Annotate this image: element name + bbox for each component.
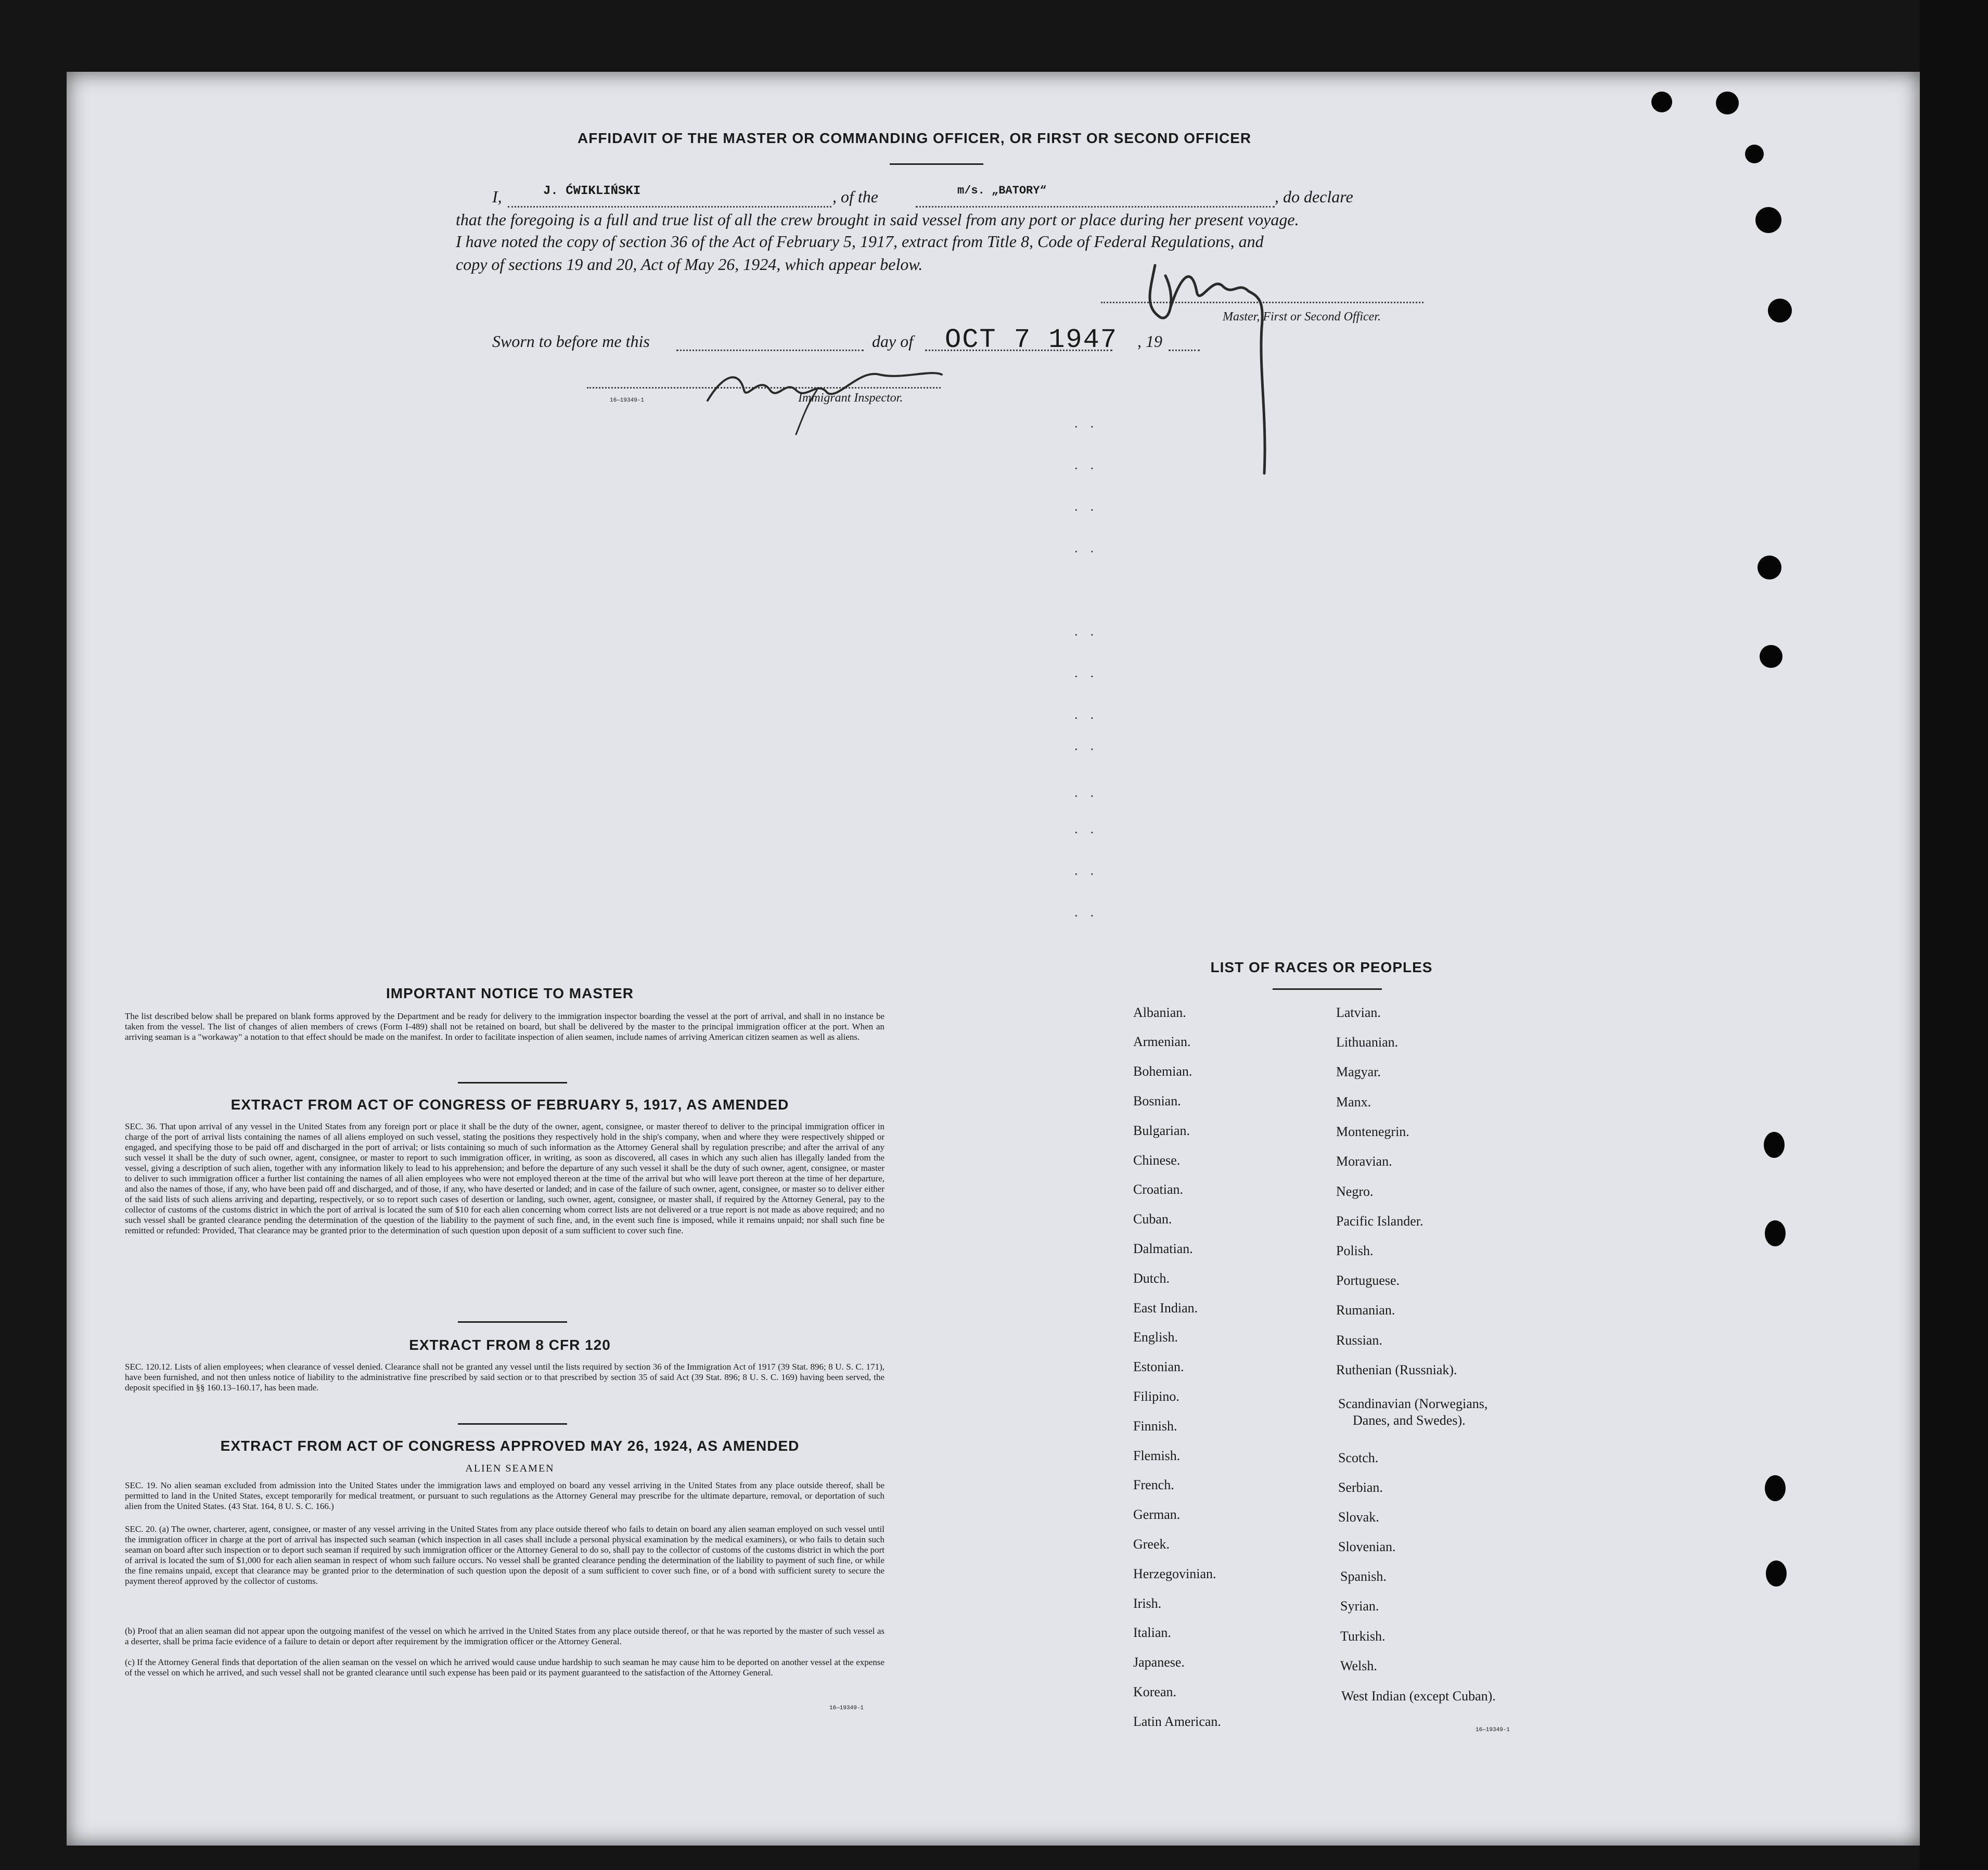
- race-item: Manx.: [1336, 1094, 1371, 1110]
- race-item: Croatian.: [1133, 1182, 1184, 1197]
- extract-1917-title: EXTRACT FROM ACT OF CONGRESS OF FEBRUARY 5, 1917, AS AMENDED: [230, 1097, 789, 1113]
- race-item: English.: [1133, 1330, 1178, 1345]
- race-item: Syrian.: [1340, 1598, 1379, 1614]
- dot-leader: ··: [1074, 789, 1106, 804]
- extract-1924-sec20c: (c) If the Attorney General finds that deportation of the alien seaman on the vessel on which he arrived would cause undue hardship to such seaman he may cause him to be deported on another vessel at the expense of the vessel on which he arrived, and such vessel shall not be granted clearance until such expense has been paid or its payment guaranteed to the satisfaction of the Attorney General.: [125, 1657, 884, 1678]
- race-item: Russian.: [1336, 1333, 1382, 1348]
- race-item: Bosnian.: [1133, 1093, 1181, 1108]
- extract-1917-divider: [458, 1321, 567, 1323]
- race-item: Italian.: [1133, 1625, 1171, 1640]
- day-of-label: day of: [872, 332, 914, 351]
- master-signature: [1134, 244, 1301, 484]
- dot-leader: ··: [1074, 908, 1106, 923]
- punch-hole: [1765, 1475, 1786, 1501]
- punch-hole: [1766, 1561, 1787, 1587]
- race-item: Slovenian.: [1338, 1539, 1396, 1554]
- punch-hole: [1651, 92, 1672, 112]
- dot-leader: ··: [1074, 544, 1106, 559]
- punch-hole: [1764, 1132, 1785, 1158]
- punch-hole: [1745, 145, 1764, 163]
- race-item: Bohemian.: [1133, 1064, 1192, 1079]
- sworn-label: Sworn to before me this: [492, 332, 650, 351]
- affidavit-title: AFFIDAVIT OF THE MASTER OR COMMANDING OFFICER, OR FIRST OR SECOND OFFICER: [578, 130, 1252, 146]
- race-item: Herzegovinian.: [1133, 1566, 1216, 1581]
- race-item: Negro.: [1336, 1184, 1374, 1199]
- vessel-name: m/s. „BATORY“: [957, 184, 1047, 197]
- dot-leader: ··: [1074, 711, 1106, 726]
- race-item: Spanish.: [1340, 1569, 1387, 1584]
- dot-leader: ··: [1074, 627, 1106, 642]
- notice-body: The list described below shall be prepared on blank forms approved by the Department and be ready for delivery to the immigration inspector boarding the vessel at the port of arrival, and shall in no instance be taken from the vessel. The list of changes of alien members of crews (Form I-489) shall not be retained on board, but shall be delivered by the master to the principal immigration officer at the port. When an arriving seaman is a "workaway" a notation to that effect should be made on the manifest. In order to facilitate inspection of alien seamen, include names of arriving American citizen seamen as well as aliens.: [125, 1011, 884, 1042]
- race-item: East Indian.: [1133, 1300, 1198, 1316]
- dot-leader: ··: [1074, 669, 1106, 684]
- race-item: Ruthenian (Russniak).: [1336, 1362, 1457, 1377]
- extract-cfr-divider: [458, 1423, 567, 1425]
- dot-leader: ··: [1074, 502, 1106, 518]
- race-item: Polish.: [1336, 1243, 1374, 1258]
- race-item: Scandinavian (Norwegians,: [1338, 1396, 1488, 1411]
- race-item: French.: [1133, 1477, 1174, 1492]
- race-item: Pacific Islander.: [1336, 1214, 1423, 1229]
- race-item: Korean.: [1133, 1684, 1177, 1699]
- punch-hole: [1758, 556, 1781, 579]
- notice-title: IMPORTANT NOTICE TO MASTER: [386, 985, 634, 1001]
- notice-divider: [458, 1082, 567, 1084]
- dot-leader: ··: [1074, 867, 1106, 882]
- race-item: Magyar.: [1336, 1064, 1381, 1079]
- form-number-right: 16—19349-1: [1476, 1727, 1510, 1733]
- punch-hole: [1716, 92, 1739, 114]
- binding-strip: [1920, 0, 1988, 1870]
- sworn-day-field: [676, 332, 864, 351]
- race-item: Flemish.: [1133, 1448, 1181, 1463]
- race-item: Albanian.: [1133, 1005, 1186, 1020]
- race-item: Filipino.: [1133, 1389, 1179, 1404]
- affidavit-line4: copy of sections 19 and 20, Act of May 26, 1924, which appear below.: [456, 255, 923, 274]
- races-title: LIST OF RACES OR PEOPLES: [1210, 959, 1433, 975]
- race-item: Finnish.: [1133, 1418, 1177, 1434]
- extract-1924-subtitle: ALIEN SEAMEN: [465, 1463, 555, 1474]
- race-item: Rumanian.: [1336, 1302, 1395, 1318]
- affidavit-line1: [458, 184, 1426, 210]
- race-item: Danes, and Swedes).: [1353, 1413, 1466, 1428]
- date-stamp: OCT 7 1947: [945, 325, 1118, 355]
- race-item: Montenegrin.: [1336, 1124, 1409, 1139]
- extract-cfr-title: EXTRACT FROM 8 CFR 120: [409, 1337, 611, 1353]
- year-prefix: , 19: [1137, 332, 1162, 351]
- affidavit-line2: that the foregoing is a full and true list of all the crew brought in said vessel from any port or place during her present voyage.: [456, 210, 1299, 229]
- declare-label: , do declare: [1275, 187, 1353, 206]
- extract-1917-body: SEC. 36. That upon arrival of any vessel in the United States from any foreign port or place it shall be the duty of the owner, agent, consignee, or master thereof to deliver to the principal immigration officer in charge of the port of arrival lists containing the names of all aliens employed on such vessel, stating the positions they respectively hold in the ship's company, when and where they were respectively shipped or engaged, and specifying those to be paid off and discharged in the port of arrival; or lists containing so much of such information as the Attorney General shall by regulation prescribe; and after the arrival of any such vessel it shall be the duty of such owner, agent, consignee, or master to report to such immigration officer, in writing, as soon as discovered, all cases in which any such alien has illegally landed from the vessel, giving a description of such alien, together with any information likely to lead to his apprehension; and before the departure of any such vessel it shall be the duty of such owner, agent, consignee, or master to deliver to such immigration officer a further list containing the names of all alien employees who were not employed thereon at the time of the arrival but who will leave port thereon at the time of her departure, and also the names of those, if any, who have been paid off and discharged, and of those, if any, who have deserted or landed; and in case of the failure of such owner, agent, consignee, or master so to deliver either of the said lists of such aliens arriving and departing, respectively, or so to report such cases of desertion or landing, such owner, agent, consignee, or master shall, if required by the Attorney General, pay to the collector of customs of the customs district in which the port of arrival is located the sum of $10 for each alien concerning whom correct lists are not delivered or a true report is not made as above required; and no such vessel shall be granted clearance pending the determination of the question of the liability to the payment of such fine, and, in the event such fine is imposed, while it remains unpaid; nor shall such fine be remitted or refunded: Provided, That clearance may be granted prior to the determination of such question upon deposit of a sum sufficient to cover such fine.: [125, 1121, 884, 1235]
- race-item: Serbian.: [1338, 1480, 1383, 1495]
- race-item: Scotch.: [1338, 1450, 1379, 1465]
- race-item: Chinese.: [1133, 1153, 1181, 1168]
- punch-hole: [1768, 299, 1792, 323]
- punch-hole: [1765, 1220, 1786, 1246]
- affidavit-line3: I have noted the copy of section 36 of the Act of February 5, 1917, extract from Title 8, Code of Federal Regulations, and: [456, 232, 1264, 251]
- race-item: Bulgarian.: [1133, 1123, 1190, 1138]
- extract-1924-sec20a: SEC. 20. (a) The owner, charterer, agent, consignee, or master of any vessel arriving in the United States from any place outside thereof who fails to detain on board any alien seaman employed on such vessel until the immigration officer in charge at the port of arrival has inspected such seaman (which inspection in all cases shall include a personal physical examination by the medical examiners), or who fails to detain such seaman on board after such inspection or to deport such seaman if required by such immigration officer or the Attorney General to do so, shall pay to the collector of customs of the customs district in which the port of arrival is located the sum of $1,000 for each alien seaman in respect of whom such failure occurs. No vessel shall be granted clearance pending the determination of the liability to payment of such fine, or while the fine remains unpaid, except that clearance may be granted prior to the determination of such question upon the deposit of a sum sufficient to cover such fine, or of a bond with sufficient surety to secure the payment thereof approved by the collector of customs.: [125, 1524, 884, 1586]
- form-number-top: 16—19349-1: [610, 397, 645, 404]
- race-item: Cuban.: [1133, 1211, 1172, 1227]
- race-item: Dalmatian.: [1133, 1241, 1193, 1256]
- officer-label: Master, First or Second Officer.: [1223, 310, 1381, 324]
- dot-leader: ··: [1074, 825, 1106, 840]
- extract-1924-title: EXTRACT FROM ACT OF CONGRESS APPROVED MAY 26, 1924, AS AMENDED: [220, 1438, 800, 1454]
- form-number-left: 16—19349-1: [829, 1705, 864, 1711]
- race-item: Armenian.: [1133, 1034, 1191, 1049]
- race-item: Latin American.: [1133, 1714, 1221, 1729]
- dot-leader: ··: [1074, 742, 1106, 757]
- race-item: Welsh.: [1340, 1658, 1377, 1673]
- race-item: Dutch.: [1133, 1271, 1170, 1286]
- dot-leader: ··: [1074, 419, 1106, 434]
- race-item: Lithuanian.: [1336, 1035, 1399, 1050]
- year-field: [1169, 332, 1200, 351]
- race-item: Japanese.: [1133, 1655, 1185, 1670]
- races-underline: [1273, 988, 1382, 990]
- sworn-line: [492, 325, 1221, 355]
- punch-hole: [1755, 207, 1781, 233]
- master-name: J. ĆWIKLIŃSKI: [543, 184, 641, 198]
- extract-1924-sec20b: (b) Proof that an alien seaman did not appear upon the outgoing manifest of the vessel on which he arrived in the United States from any place outside thereof, or that he was reported by the master of such vessel as a deserter, shall be prima facie evidence of a failure to detain or deport after requirement by the immigration officer or the Attorney General.: [125, 1626, 884, 1646]
- title-underline: [890, 163, 983, 165]
- race-item: West Indian (except Cuban).: [1341, 1688, 1496, 1704]
- race-item: Greek.: [1133, 1537, 1170, 1552]
- race-item: German.: [1133, 1507, 1181, 1522]
- dot-leader: ··: [1074, 461, 1106, 476]
- race-item: Portuguese.: [1336, 1273, 1400, 1288]
- punch-hole: [1760, 645, 1782, 668]
- race-item: Moravian.: [1336, 1154, 1392, 1169]
- pronoun-label: I,: [492, 187, 502, 206]
- race-item: Slovak.: [1338, 1510, 1379, 1525]
- race-item: Turkish.: [1340, 1629, 1386, 1644]
- race-item: Estonian.: [1133, 1359, 1184, 1374]
- race-item: Irish.: [1133, 1596, 1162, 1611]
- of-the-label: , of the: [832, 187, 878, 206]
- extract-1924-sec19: SEC. 19. No alien seaman excluded from admission into the United States under the immigration laws and employed on board any vessel arriving in the United States from any place outside thereof, shall be permitted to land in the United States, except temporarily for medical treatment, or pursuant to such regulations as the Attorney General may prescribe for the ultimate departure, removal, or deportation of such alien from the United States. (43 Stat. 164, 8 U. S. C. 166.): [125, 1480, 884, 1511]
- race-item: Latvian.: [1336, 1005, 1381, 1020]
- inspector-label: Immigrant Inspector.: [798, 391, 903, 405]
- extract-cfr-body: SEC. 120.12. Lists of alien employees; when clearance of vessel denied. Clearance shall not be granted any vessel until the lists required by section 36 of the Immigration Act of 1917 (39 Stat. 896; 8 U. S. C. 171), have been furnished, and not then unless notice of liability to the administrative fine prescribed by said section or to that prescribed by section 35 of said Act (39 Stat. 896; 8 U. S. C. 169) having been served, the deposit specified in §§ 160.13–160.17, has been made.: [125, 1362, 884, 1392]
